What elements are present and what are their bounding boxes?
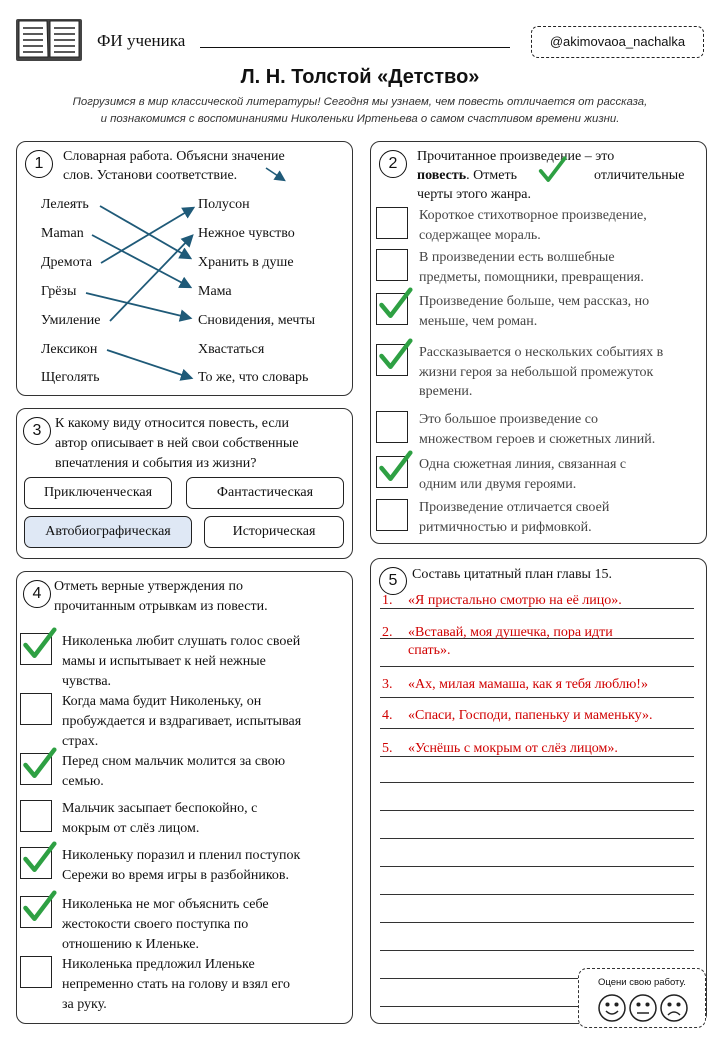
plan-line[interactable] bbox=[380, 866, 694, 867]
match-line-dremota bbox=[101, 208, 193, 263]
statement-text: Николенька любит слушать голос своей bbox=[62, 634, 301, 649]
self-assessment-label: Оцени свою работу. bbox=[598, 977, 686, 988]
genre-option-text: Рассказывается о нескольких событиях в bbox=[419, 345, 664, 360]
task4-prompt-line2: прочитанным отрывкам из повести. bbox=[54, 599, 268, 614]
genre-checkbox[interactable] bbox=[376, 411, 408, 443]
option-autobiographical[interactable]: Автобиографическая bbox=[24, 516, 192, 548]
plan-line[interactable] bbox=[380, 922, 694, 923]
left-word: Maman bbox=[41, 226, 84, 241]
right-word: Нежное чувство bbox=[198, 226, 295, 241]
statement-text: Когда мама будит Николеньку, он bbox=[62, 694, 262, 709]
match-line-grezy bbox=[86, 293, 190, 318]
plan-item bbox=[382, 677, 694, 693]
plan-item-number: 1. bbox=[382, 593, 393, 608]
plan-line[interactable] bbox=[380, 666, 694, 667]
statement-text: мамы и испытывает к ней нежные bbox=[62, 654, 266, 669]
statement-text: отношению к Иленьке. bbox=[62, 937, 200, 952]
genre-option-text: жизни героя за небольшой промежуток bbox=[419, 364, 654, 380]
statement-text: семью. bbox=[62, 774, 104, 789]
plan-item-text-cont: спать». bbox=[408, 643, 451, 658]
task5-prompt: Составь цитатный план главы 15. bbox=[412, 567, 612, 582]
plan-item bbox=[382, 741, 694, 757]
smile-face-icon bbox=[599, 995, 625, 1021]
genre-option-text: времени. bbox=[419, 384, 473, 399]
left-word: Лексикон bbox=[41, 342, 98, 357]
plan-line[interactable] bbox=[380, 950, 694, 951]
intro-line-2: и познакомимся с воспоминаниями Николеньки Иртеньева о самом счастливом времени жизни. bbox=[100, 113, 620, 125]
task1-number: 1 bbox=[25, 150, 53, 178]
genre-checkbox[interactable] bbox=[376, 249, 408, 281]
plan-line[interactable] bbox=[380, 810, 694, 811]
genre-option-text: предметы, помощники, превращения. bbox=[419, 269, 644, 285]
plan-item-number: 4. bbox=[382, 708, 393, 723]
statement-text: страх. bbox=[62, 734, 99, 749]
right-word: Хвастаться bbox=[198, 342, 265, 357]
statement-checkbox[interactable] bbox=[20, 693, 52, 725]
statement-text: Николеньку поразил и пленил поступок bbox=[62, 848, 301, 863]
genre-option-text: одним или двумя героями. bbox=[419, 476, 577, 492]
match-line-maman bbox=[92, 235, 190, 287]
match-line-leksikon bbox=[107, 350, 191, 378]
statement-text: Мальчик засыпает беспокойно, с bbox=[62, 801, 258, 816]
left-word: Щеголять bbox=[41, 370, 100, 385]
genre-option-text: Это большое произведение со bbox=[419, 412, 598, 427]
plan-item-number: 3. bbox=[382, 677, 393, 692]
statement-text: Сережи во время игры в разбойников. bbox=[62, 868, 290, 883]
page-title: Л. Н. Толстой «Детство» bbox=[240, 66, 480, 88]
genre-checkbox[interactable] bbox=[376, 207, 408, 239]
check-mark-icon bbox=[377, 287, 413, 323]
genre-option-text: В произведении есть волшебные bbox=[419, 250, 615, 265]
genre-option-text: меньше, чем роман. bbox=[419, 313, 538, 329]
task2-prompt-end: отличительные bbox=[594, 168, 685, 183]
statement-text: чувства. bbox=[62, 674, 112, 689]
option-fantasy[interactable]: Фантастическая bbox=[186, 477, 344, 509]
statement-text: Николенька предложил Иленьке bbox=[62, 957, 255, 972]
plan-item-number: 5. bbox=[382, 741, 393, 756]
plan-line[interactable] bbox=[380, 838, 694, 839]
right-word: Хранить в душе bbox=[198, 255, 294, 270]
statement-text: мокрым от слёз лицом. bbox=[62, 821, 200, 836]
genre-option-text: Одна сюжетная линия, связанная с bbox=[419, 457, 627, 472]
task5-number: 5 bbox=[379, 567, 407, 595]
task3-number: 3 bbox=[23, 417, 51, 445]
right-word: Сновидения, мечты bbox=[198, 313, 315, 328]
option-historical[interactable]: Историческая bbox=[204, 516, 344, 548]
task1-prompt-line2: слов. Установи соответствие. bbox=[63, 168, 238, 183]
plan-item bbox=[382, 625, 694, 659]
plan-item bbox=[382, 708, 694, 724]
genre-option-text: ритмичностью и рифмовкой. bbox=[419, 519, 592, 535]
plan-item bbox=[382, 593, 694, 609]
right-word: Полусон bbox=[198, 197, 250, 212]
left-word: Умиление bbox=[41, 313, 101, 328]
check-mark-icon bbox=[377, 338, 413, 374]
genre-option-text: Произведение отличается своей bbox=[419, 500, 610, 515]
statement-checkbox[interactable] bbox=[20, 800, 52, 832]
task3-prompt-line3: впечатления и события из жизни? bbox=[55, 456, 257, 471]
statement-text: Перед сном мальчик молится за свою bbox=[62, 754, 286, 769]
task2-prompt-line3: черты этого жанра. bbox=[417, 187, 532, 202]
plan-item-text: «Ах, милая мамаша, как я тебя люблю!» bbox=[408, 677, 648, 692]
statement-text: жестокости своего поступка по bbox=[62, 917, 249, 932]
task3-prompt-line1: К какому виду относится повесть, если bbox=[55, 416, 290, 431]
task2-number: 2 bbox=[379, 150, 407, 178]
genre-option-text: содержащее мораль. bbox=[419, 227, 541, 243]
task4-number: 4 bbox=[23, 580, 51, 608]
self-assessment-box bbox=[578, 968, 706, 1028]
statement-text: Николенька не мог объяснить себе bbox=[62, 897, 269, 912]
left-word: Дремота bbox=[41, 255, 92, 270]
plan-item-text: «Спаси, Господи, папеньку и маменьку». bbox=[408, 708, 653, 723]
plan-item-text: «Вставай, моя душечка, пора идти bbox=[408, 625, 613, 640]
statement-text: непременно стать на голову и взял его bbox=[62, 977, 291, 992]
check-mark-icon bbox=[21, 841, 57, 877]
sad-face-icon bbox=[661, 995, 687, 1021]
check-mark-icon bbox=[21, 627, 57, 663]
option-adventure[interactable]: Приключенческая bbox=[24, 477, 172, 509]
genre-option-text: Короткое стихотворное произведение, bbox=[419, 208, 647, 223]
self-assessment-faces bbox=[579, 991, 705, 1027]
genre-checkbox[interactable] bbox=[376, 499, 408, 531]
neutral-face-icon bbox=[630, 995, 656, 1021]
intro-line-1: Погрузимся в мир классической литературы! Сегодня мы узнаем, чем повесть отличается от рассказа, bbox=[72, 96, 648, 108]
right-word: То же, что словарь bbox=[198, 370, 309, 385]
right-word: Мама bbox=[198, 284, 232, 299]
plan-line[interactable] bbox=[380, 894, 694, 895]
plan-line[interactable] bbox=[380, 782, 694, 783]
left-word: Грёзы bbox=[41, 284, 77, 299]
author-handle-text: @akimovaoa_nachalka bbox=[549, 34, 686, 49]
genre-option-text: Произведение больше, чем рассказ, но bbox=[419, 294, 650, 309]
check-mark-icon bbox=[21, 747, 57, 783]
statement-checkbox[interactable] bbox=[20, 956, 52, 988]
task2-prompt-line1: Прочитанное произведение – это bbox=[417, 149, 615, 164]
task2-prompt-bold: повесть bbox=[417, 168, 467, 183]
check-mark-icon bbox=[21, 890, 57, 926]
genre-option-text: множеством героев и сюжетных линий. bbox=[419, 431, 656, 447]
plan-item-text: «Я пристально смотрю на её лицо». bbox=[408, 593, 622, 608]
student-name-label: ФИ ученика bbox=[97, 31, 186, 50]
statement-text: пробуждается и вздрагивает, испытывая bbox=[62, 714, 302, 729]
task3-prompt-line2: автор описывает в ней свои собственные bbox=[55, 436, 299, 451]
check-mark-icon bbox=[537, 156, 567, 186]
statement-text: за руку. bbox=[62, 997, 107, 1012]
task4-prompt-line1: Отметь верные утверждения по bbox=[54, 579, 243, 594]
plan-line[interactable] bbox=[380, 728, 694, 729]
prompt-arrow bbox=[266, 168, 284, 180]
plan-item-text: «Уснёшь с мокрым от слёз лицом». bbox=[408, 741, 618, 756]
match-line-leleyat bbox=[100, 206, 190, 258]
plan-line[interactable] bbox=[380, 697, 694, 698]
task2-prompt-rest: . Отметь bbox=[466, 168, 517, 183]
plan-item-number: 2. bbox=[382, 625, 393, 640]
check-mark-icon bbox=[377, 450, 413, 486]
left-word: Лелеять bbox=[41, 197, 89, 212]
task1-prompt-line1: Словарная работа. Объясни значение bbox=[63, 149, 285, 164]
